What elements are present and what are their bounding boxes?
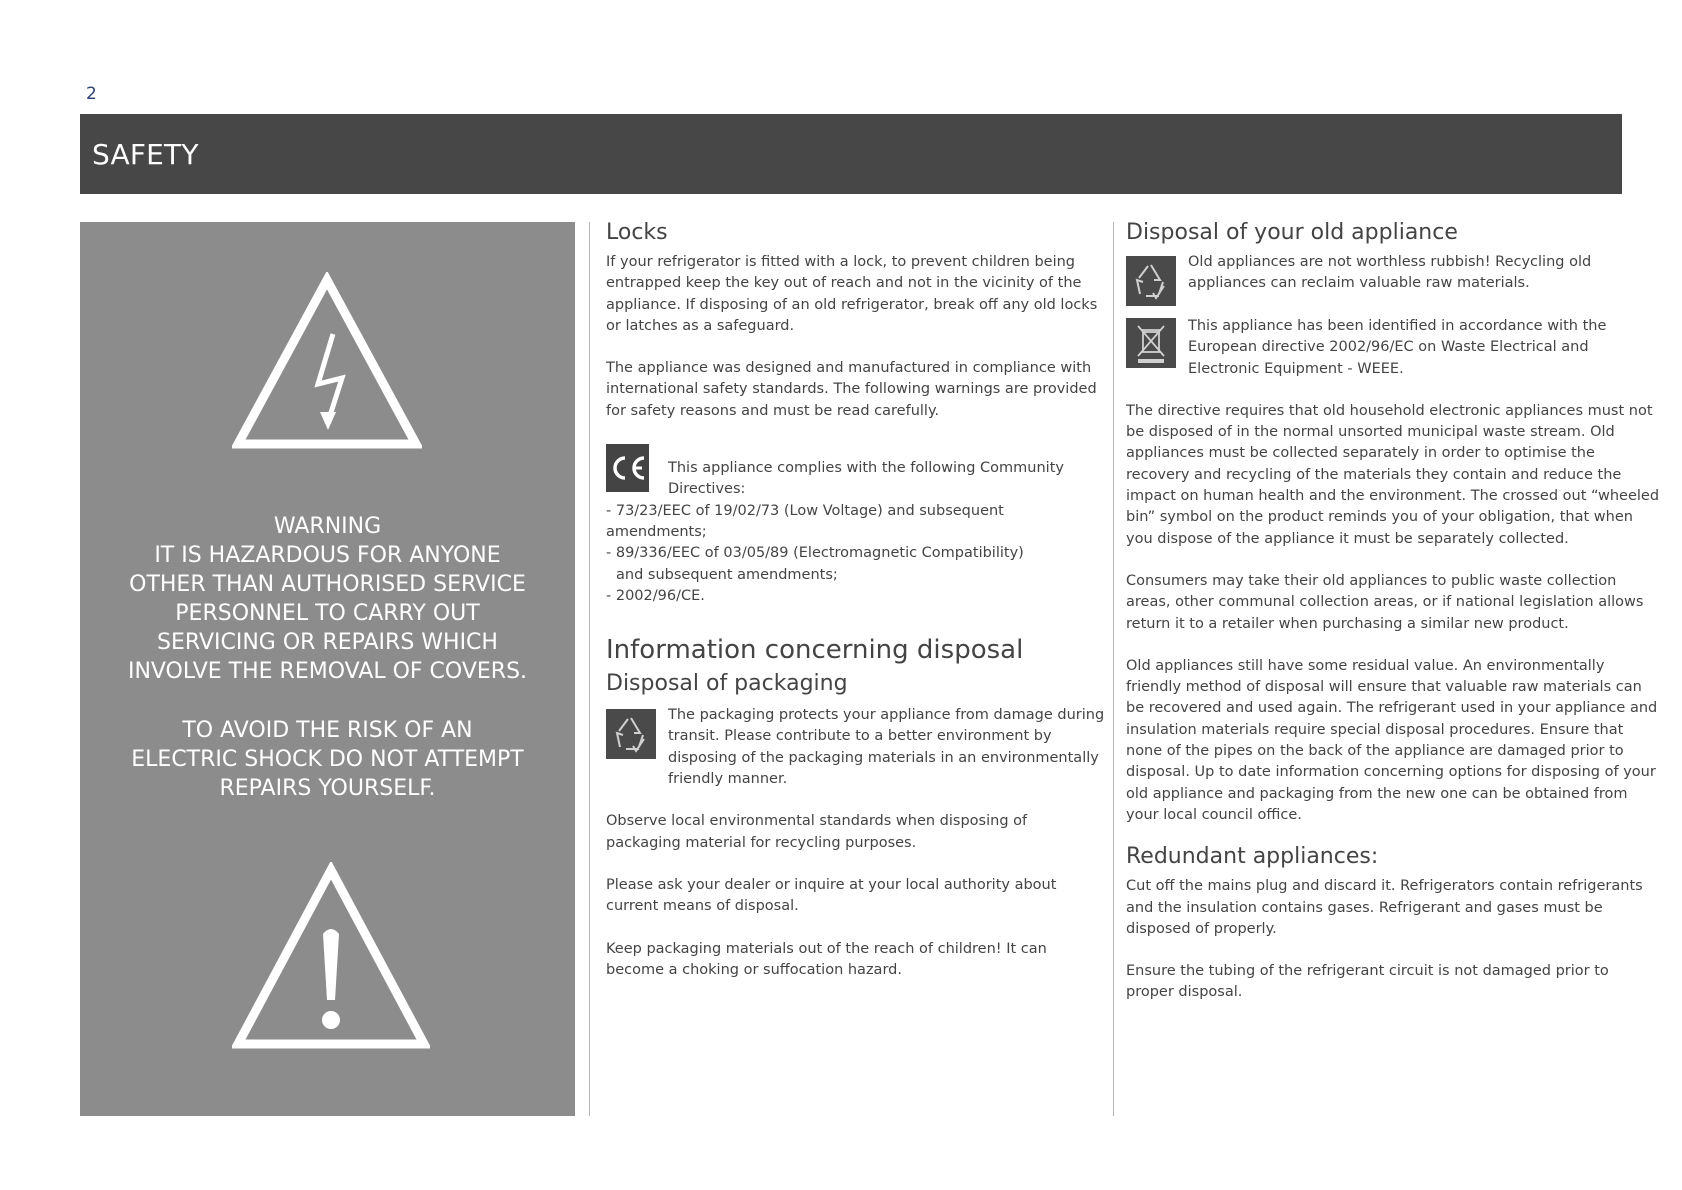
shock-line: REPAIRS YOURSELF. bbox=[219, 776, 436, 801]
section-header bbox=[80, 114, 1622, 194]
packaging-text: The packaging protects your appliance from damage during transit. Please contribute to a better environment by disposing of the packaging materials in an environmentally friendly manner. bbox=[668, 707, 1105, 788]
old-appliance-heading: Disposal of your old appliance bbox=[1126, 220, 1458, 245]
warning-line: WARNING bbox=[273, 514, 382, 539]
redundant-paragraph: Cut off the mains plug and discard it. Refrigerators contain refrigerants and the insulation contains gases. Refrigerant and gases must be disposed of properly. bbox=[1126, 878, 1643, 937]
warning-panel bbox=[80, 222, 575, 1116]
consumers-paragraph: Consumers may take their old appliances to public waste collection areas, other communal collection areas, or if national legislation allows return it to a retailer when purchasing a similar new product. bbox=[1126, 572, 1644, 632]
compliance-paragraph: The appliance was designed and manufactured in compliance with international safety standards. The following warnings are provided for safety reasons and must be read carefully. bbox=[606, 360, 1097, 419]
list-item: - 89/336/EEC of 03/05/89 (Electromagnetic Compatibility) bbox=[606, 545, 1024, 562]
section-title: SAFETY bbox=[92, 138, 199, 171]
warning-message bbox=[80, 512, 575, 686]
weee-note bbox=[1126, 316, 1661, 380]
recycle-icon bbox=[606, 709, 656, 759]
ce-mark-icon bbox=[606, 444, 649, 492]
warning-line: SERVICING OR REPAIRS WHICH bbox=[157, 630, 498, 655]
list-item: - 2002/96/CE. bbox=[606, 587, 705, 604]
tubing-paragraph: Ensure the tubing of the refrigerant circuit is not damaged prior to proper disposal. bbox=[1126, 963, 1609, 1001]
shock-message bbox=[80, 716, 575, 803]
ask-paragraph: Please ask your dealer or inquire at your local authority about current means of disposal. bbox=[606, 876, 1057, 915]
electric-shock-warning-icon bbox=[232, 272, 422, 452]
shock-line: TO AVOID THE RISK OF AN bbox=[182, 718, 473, 743]
right-column bbox=[1126, 218, 1661, 1004]
warning-line: IT IS HAZARDOUS FOR ANYONE bbox=[154, 543, 501, 568]
column-divider bbox=[589, 222, 590, 1116]
warning-line: PERSONNEL TO CARRY OUT bbox=[175, 601, 480, 626]
ce-text: This appliance complies with the following Community Directives: bbox=[668, 460, 1064, 498]
list-item: - 73/23/EEC of 19/02/73 (Low Voltage) and subsequent amendments; bbox=[606, 502, 1004, 540]
recycle-note bbox=[1126, 252, 1661, 308]
keep-paragraph: Keep packaging materials out of the reach of children! It can become a choking or suffocation hazard. bbox=[606, 940, 1047, 978]
recycle-icon bbox=[1126, 256, 1176, 306]
column-divider bbox=[1113, 222, 1114, 1116]
list-item: and subsequent amendments; bbox=[616, 566, 838, 583]
locks-paragraph: If your refrigerator is fitted with a lock, to prevent children being entrapped keep the key out of reach and not in the vicinity of the appliance. If disposing of an old refrigerator, break off any old locks or latches as a safeguard. bbox=[606, 254, 1098, 334]
warning-line: INVOLVE THE REMOVAL OF COVERS. bbox=[127, 659, 528, 684]
redundant-heading: Redundant appliances: bbox=[1126, 844, 1379, 870]
disposal-info-heading: Information concerning disposal bbox=[606, 635, 1024, 666]
page-number: 2 bbox=[86, 84, 97, 104]
weee-text: This appliance has been identified in accordance with the European directive 2002/96/EC on Waste Electrical and Electronic Equipment - WEEE. bbox=[1188, 318, 1607, 377]
directive-paragraph: The directive requires that old household electronic appliances must not be disposed of in the normal unsorted municipal waste stream. Old appliances must be collected separately in order to optimise the recovery and recycling of the materials they contain and reduce the impact on human health and the environment. The crossed out “wheeled bin” symbol on the product reminds you of your obligation, that when you dispose of the appliance it must be separately collected. bbox=[1126, 402, 1660, 547]
shock-line: ELECTRIC SHOCK DO NOT ATTEMPT bbox=[131, 747, 524, 772]
residual-paragraph: Old appliances still have some residual value. An environmentally friendly method of disposal will ensure that valuable raw materials can be recovered and used again. The refrigerant used in your appliance and insulation materials require special disposal procedures. Ensure that none of the pipes on the back of the appliance are damaged prior to disposal. Up to date information concerning options for disposing of your old appliance and packaging from the new one can be obtained from your local council office. bbox=[1126, 657, 1658, 823]
locks-heading: Locks bbox=[606, 220, 668, 245]
packaging-note bbox=[606, 705, 1106, 790]
observe-paragraph: Observe local environmental standards when disposing of packaging material for recycling purposes. bbox=[606, 813, 1028, 851]
crossed-bin-icon bbox=[1126, 318, 1176, 368]
ce-compliance bbox=[606, 444, 1106, 501]
middle-column bbox=[606, 218, 1106, 981]
directive-list bbox=[606, 501, 1106, 607]
recycle-text: Old appliances are not worthless rubbish! Recycling old appliances can reclaim valuable raw materials. bbox=[1188, 254, 1592, 292]
warning-line: OTHER THAN AUTHORISED SERVICE bbox=[129, 572, 526, 597]
exclamation-warning-icon bbox=[232, 862, 430, 1052]
packaging-subheading: Disposal of packaging bbox=[606, 671, 848, 697]
